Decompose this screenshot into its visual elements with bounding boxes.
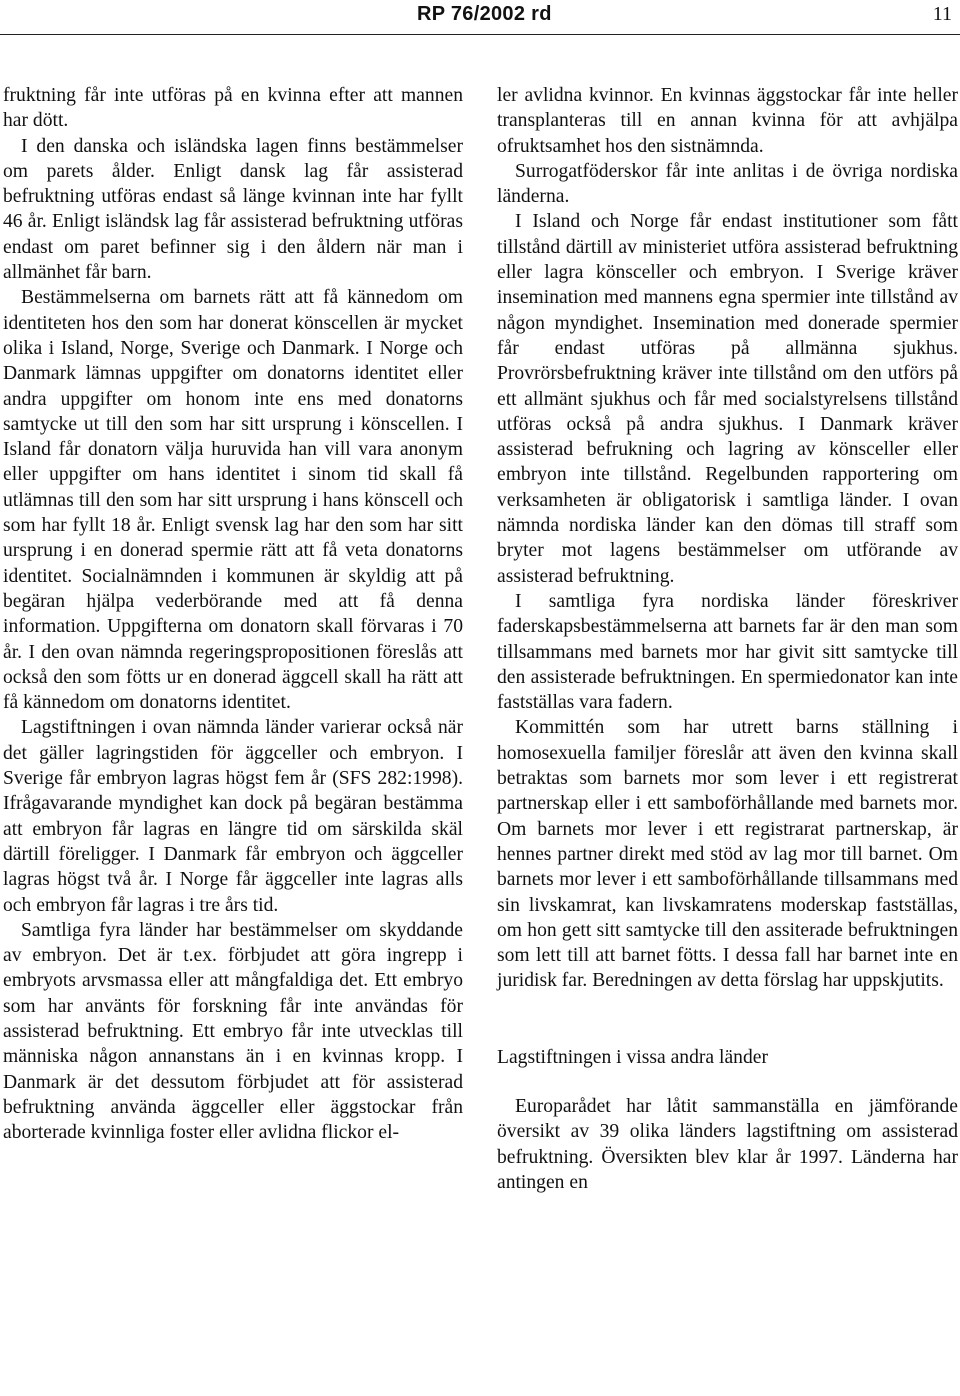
section-spacer bbox=[497, 1070, 958, 1094]
right-column bbox=[497, 83, 958, 1195]
section-heading: Lagstiftningen i vissa andra länder bbox=[497, 1046, 768, 1068]
header-rule bbox=[0, 34, 960, 35]
page-header bbox=[0, 0, 960, 40]
paragraph: ler avlidna kvinnor. En kvinnas äggstockar får inte heller transplanteras till en annan kvinna för att avhjälpa ofruktsamhet hos den sistnämnda. bbox=[497, 85, 958, 157]
left-column bbox=[3, 83, 463, 1145]
paragraph: Kommittén som har utrett barns ställning i homosexuella familjer föreslår att även den kvinna skall betraktas som barnets mor som lever i ett registrerat partnerskap eller i ett samboförhållande med barnets mor. Om barnets mor lever i ett registrarat partnerskap, är hennes partner direkt med stöd av lag mor till barnet. Om barnets mor lever i ett samboförhållande tillsammans med sin livskamrat, kan livskamratens moderskap fastställas, om hon gett sitt samtycke till den assiterade befruktningen som lett till att barnet fötts. I dessa fall har barnet inte en juridisk far. Beredningen av detta förslag har uppskjutits. bbox=[497, 717, 958, 992]
paragraph: Europarådet har låtit sammanställa en jämförande översikt av 39 olika länders lagstiftning om assisterad befruktning. Översikten blev klar år 1997. Länderna har antingen en bbox=[497, 1095, 958, 1193]
paragraph: fruktning får inte utföras på en kvinna efter att mannen har dött. bbox=[3, 85, 463, 132]
paragraph: I samtliga fyra nordiska länder föreskriver faderskapsbestämmelserna att barnets far är den man som tillsammans med barnets mor har givit sitt samtycke till den assisterade befruktningen. En spermiedonator kan inte fastställas vara fadern. bbox=[497, 590, 958, 714]
paragraph: Lagstiftningen i ovan nämnda länder varierar också när det gäller lagringstiden för äggceller och embryon. I Sverige får embryon lagras högst fem år (SFS 282:1998). Ifrågavarande myndighet kan dock på begäran bestämma att embryon får lagras en längre tid om särskilda skäl därtill föreligger. I Danmark får embryon och äggceller lagras högst två år. I Norge får äggceller inte lagras alls och embryon får lagras i tre års tid. bbox=[3, 717, 463, 916]
paragraph: Bestämmelserna om barnets rätt att få kännedom om identiteten hos den som har donerat könscellen är mycket olika i Island, Norge, Sverige och Danmark. I Norge och Danmark lämnas uppgifter om donatorns identitet eller andra uppgifter om honom inte ens med donatorns samtycke ut till den som har sitt ursprung i könscellen. I Island får donatorn välja huruvida han vill vara anonym eller uppgifter om hans identitet i sinom tid skall få utlämnas till den som har sitt ursprung i hans könscell och som har fyllt 18 år. Enligt svensk lag har den som har sitt ursprung i en donerad spermie rätt att få veta donatorns identitet. Socialnämnden i kommunen är skyldig att på begäran hjälpa vederbörande med att få denna information. Uppgifterna om donatorn skall förvaras i 70 år. I den ovan nämnda regeringspropositionen föreslås att också den som fötts ur en donerad äggcell skall ha rätt att få kännedom om donatorns identitet. bbox=[3, 287, 463, 714]
paragraph: Surrogatföderskor får inte anlitas i de övriga nordiska länderna. bbox=[497, 160, 958, 208]
paragraph: I den danska och isländska lagen finns bestämmelser om parets ålder. Enligt dansk lag får assisterad befruktning utföras endast så länge kvinnan inte har fyllt 46 år. Enligt isländsk lag får assisterad befruktning utföras endast om paret befinner sig i den åldern när man i allmänhet får barn. bbox=[3, 135, 463, 284]
section-spacer bbox=[497, 994, 958, 1045]
document-id: RP 76/2002 rd bbox=[417, 3, 552, 25]
page-number: 11 bbox=[932, 3, 952, 25]
paragraph: Samtliga fyra länder har bestämmelser om skyddande av embryon. Det är t.ex. förbjudet att göra ingrepp i embryots arvsmassa eller att mångfaldiga det. Ett embryo som har använts för forskning får inte användas för assisterad befruktning. Ett embryo får inte utvecklas till människa någon annanstans än i en kvinnas kropp. I Danmark är det dessutom förbjudet att för assisterad befruktning använda äggceller eller äggstockar från aborterade kvinnliga foster eller avlidna flickor el- bbox=[3, 919, 463, 1144]
paragraph: I Island och Norge får endast institutioner som fått tillstånd därtill av ministeriet utföra assisterad befruktning eller lagra könsceller och embryon. I Sverige kräver insemination med mannens egna spermier inte tillstånd av någon myndighet. Insemination med donerade spermier får endast utföras på allmänna sjukhus. Provrörsbefruktning kräver inte tillstånd om den utförs på ett allmänt sjukhus och får med socialstyrelsens tillstånd utföras också på andra sjukhus. I Danmark kräver assisterad befrukning och lagring av könsceller eller embryon inte tillstånd. Regelbunden rapportering om verksamheten är obligatorisk i samtliga länder. I ovan nämnda nordiska länder kan den dömas till straff som bryter mot lagens bestämmelser om utförande av assisterad befruktning. bbox=[497, 211, 958, 587]
